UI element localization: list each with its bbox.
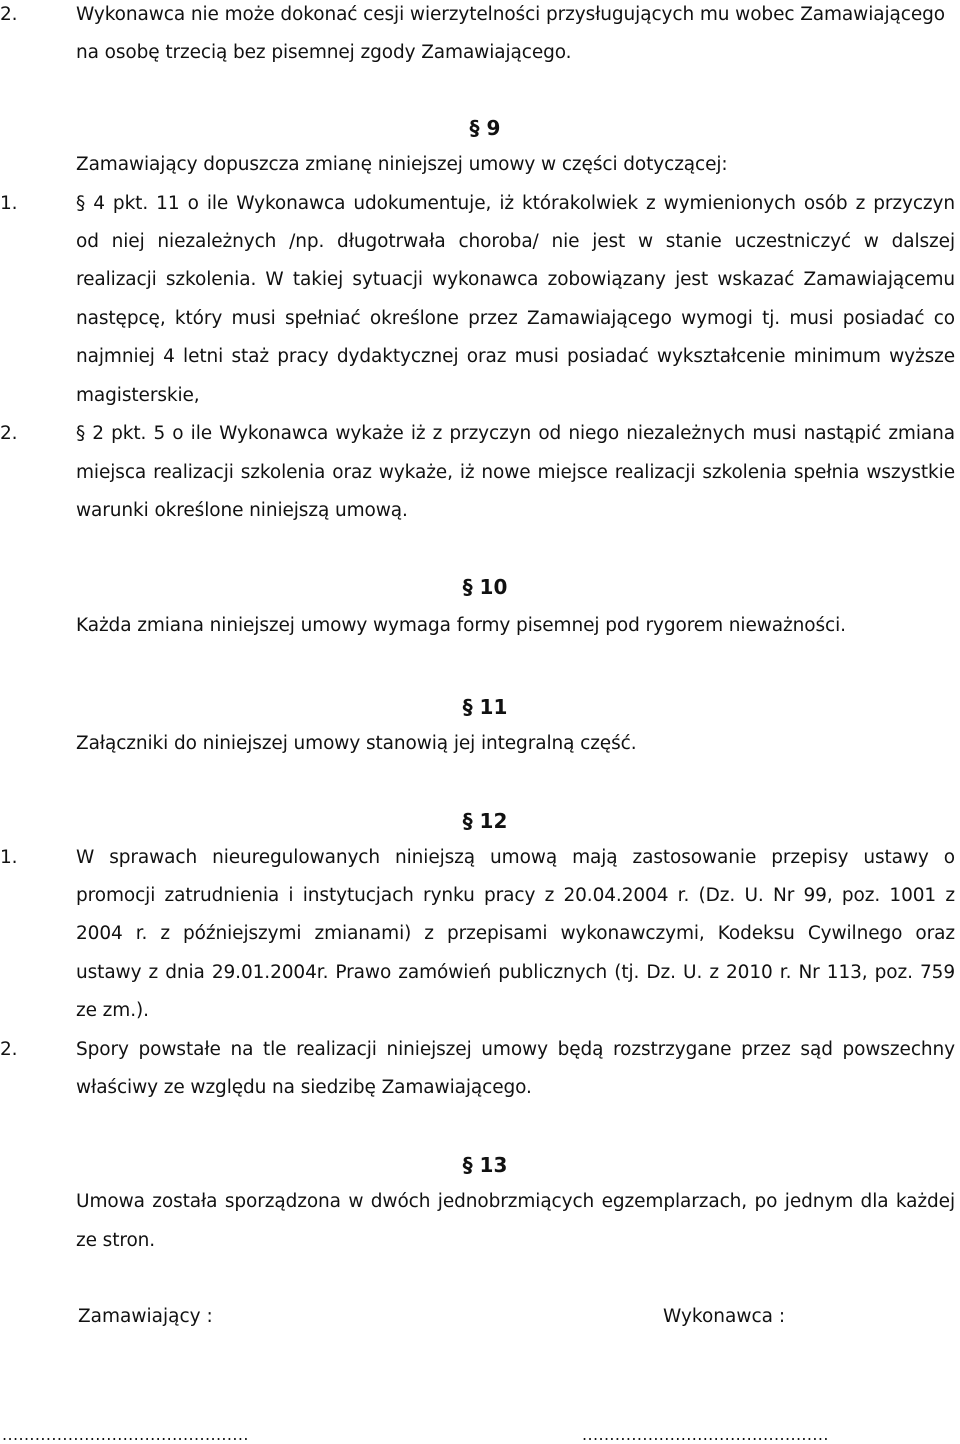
paragraph-line: najmniej 4 letni staż pracy dydaktycznej oraz musi posiadać wykształcenie minimum wyższe xyxy=(76,346,955,367)
paragraph-line: magisterskie, xyxy=(76,385,200,406)
item-number: 1. xyxy=(0,847,18,868)
paragraph-line: Załączniki do niniejszej umowy stanowią jej integralną część. xyxy=(76,733,637,754)
paragraph-line: właściwy ze względu na siedzibę Zamawiającego. xyxy=(76,1077,532,1098)
item-number: 2. xyxy=(0,423,18,444)
paragraph-line: na osobę trzecią bez pisemnej zgody Zamawiającego. xyxy=(76,42,572,63)
section-heading: § 9 xyxy=(469,116,501,140)
item-number: 2. xyxy=(0,4,18,25)
paragraph-line: Każda zmiana niniejszej umowy wymaga formy pisemnej pod rygorem nieważności. xyxy=(76,615,846,636)
paragraph-line: ze stron. xyxy=(76,1230,156,1251)
paragraph-line: Spory powstałe na tle realizacji niniejszej umowy będą rozstrzygane przez sąd powszechny xyxy=(76,1039,955,1060)
signature-label-contractor: Wykonawca : xyxy=(663,1306,786,1327)
paragraph-line: warunki określone niniejszą umową. xyxy=(76,500,408,521)
signature-line-orderer: ............................................. xyxy=(2,1425,249,1444)
paragraph-line: § 4 pkt. 11 o ile Wykonawca udokumentuje, iż którakolwiek z wymienionych osób z przyczyn xyxy=(76,193,955,214)
section-heading: § 11 xyxy=(462,695,508,719)
section-heading: § 13 xyxy=(462,1153,508,1177)
signature-line-contractor: ............................................. xyxy=(582,1425,829,1444)
paragraph-line: ze zm.). xyxy=(76,1000,149,1021)
section-intro: Zamawiający dopuszcza zmianę niniejszej umowy w części dotyczącej: xyxy=(76,154,728,175)
paragraph-line: § 2 pkt. 5 o ile Wykonawca wykaże iż z przyczyn od niego niezależnych musi nastąpić zmiana xyxy=(76,423,955,444)
paragraph-line: ustawy z dnia 29.01.2004r. Prawo zamówień publicznych (tj. Dz. U. z 2010 r. Nr 113, poz. 759 xyxy=(76,962,955,983)
section-heading: § 10 xyxy=(462,575,508,599)
paragraph-line: od niej niezależnych /np. długotrwała choroba/ nie jest w stanie uczestniczyć w dalszej xyxy=(76,231,955,252)
item-number: 1. xyxy=(0,193,18,214)
paragraph-line: następcę, który musi spełniać określone przez Zamawiającego wymogi tj. musi posiadać co xyxy=(76,308,955,329)
paragraph-line: Umowa została sporządzona w dwóch jednobrzmiących egzemplarzach, po jednym dla każdej xyxy=(76,1191,955,1212)
paragraph-line: W sprawach nieuregulowanych niniejszą umową mają zastosowanie przepisy ustawy o xyxy=(76,847,955,868)
section-heading: § 12 xyxy=(462,809,508,833)
signature-label-orderer: Zamawiający : xyxy=(78,1306,213,1327)
paragraph-line: realizacji szkolenia. W takiej sytuacji wykonawca zobowiązany jest wskazać Zamawiającemu xyxy=(76,269,955,290)
paragraph-line: Wykonawca nie może dokonać cesji wierzytelności przysługujących mu wobec Zamawiającego xyxy=(76,4,945,25)
item-number: 2. xyxy=(0,1039,18,1060)
paragraph-line: miejsca realizacji szkolenia oraz wykaże, iż nowe miejsce realizacji szkolenia spełnia wszystkie xyxy=(76,462,955,483)
paragraph-line: 2004 r. z późniejszymi zmianami) z przepisami wykonawczymi, Kodeksu Cywilnego oraz xyxy=(76,923,955,944)
paragraph-line: promocji zatrudnienia i instytucjach rynku pracy z 20.04.2004 r. (Dz. U. Nr 99, poz. 1001 z xyxy=(76,885,955,906)
